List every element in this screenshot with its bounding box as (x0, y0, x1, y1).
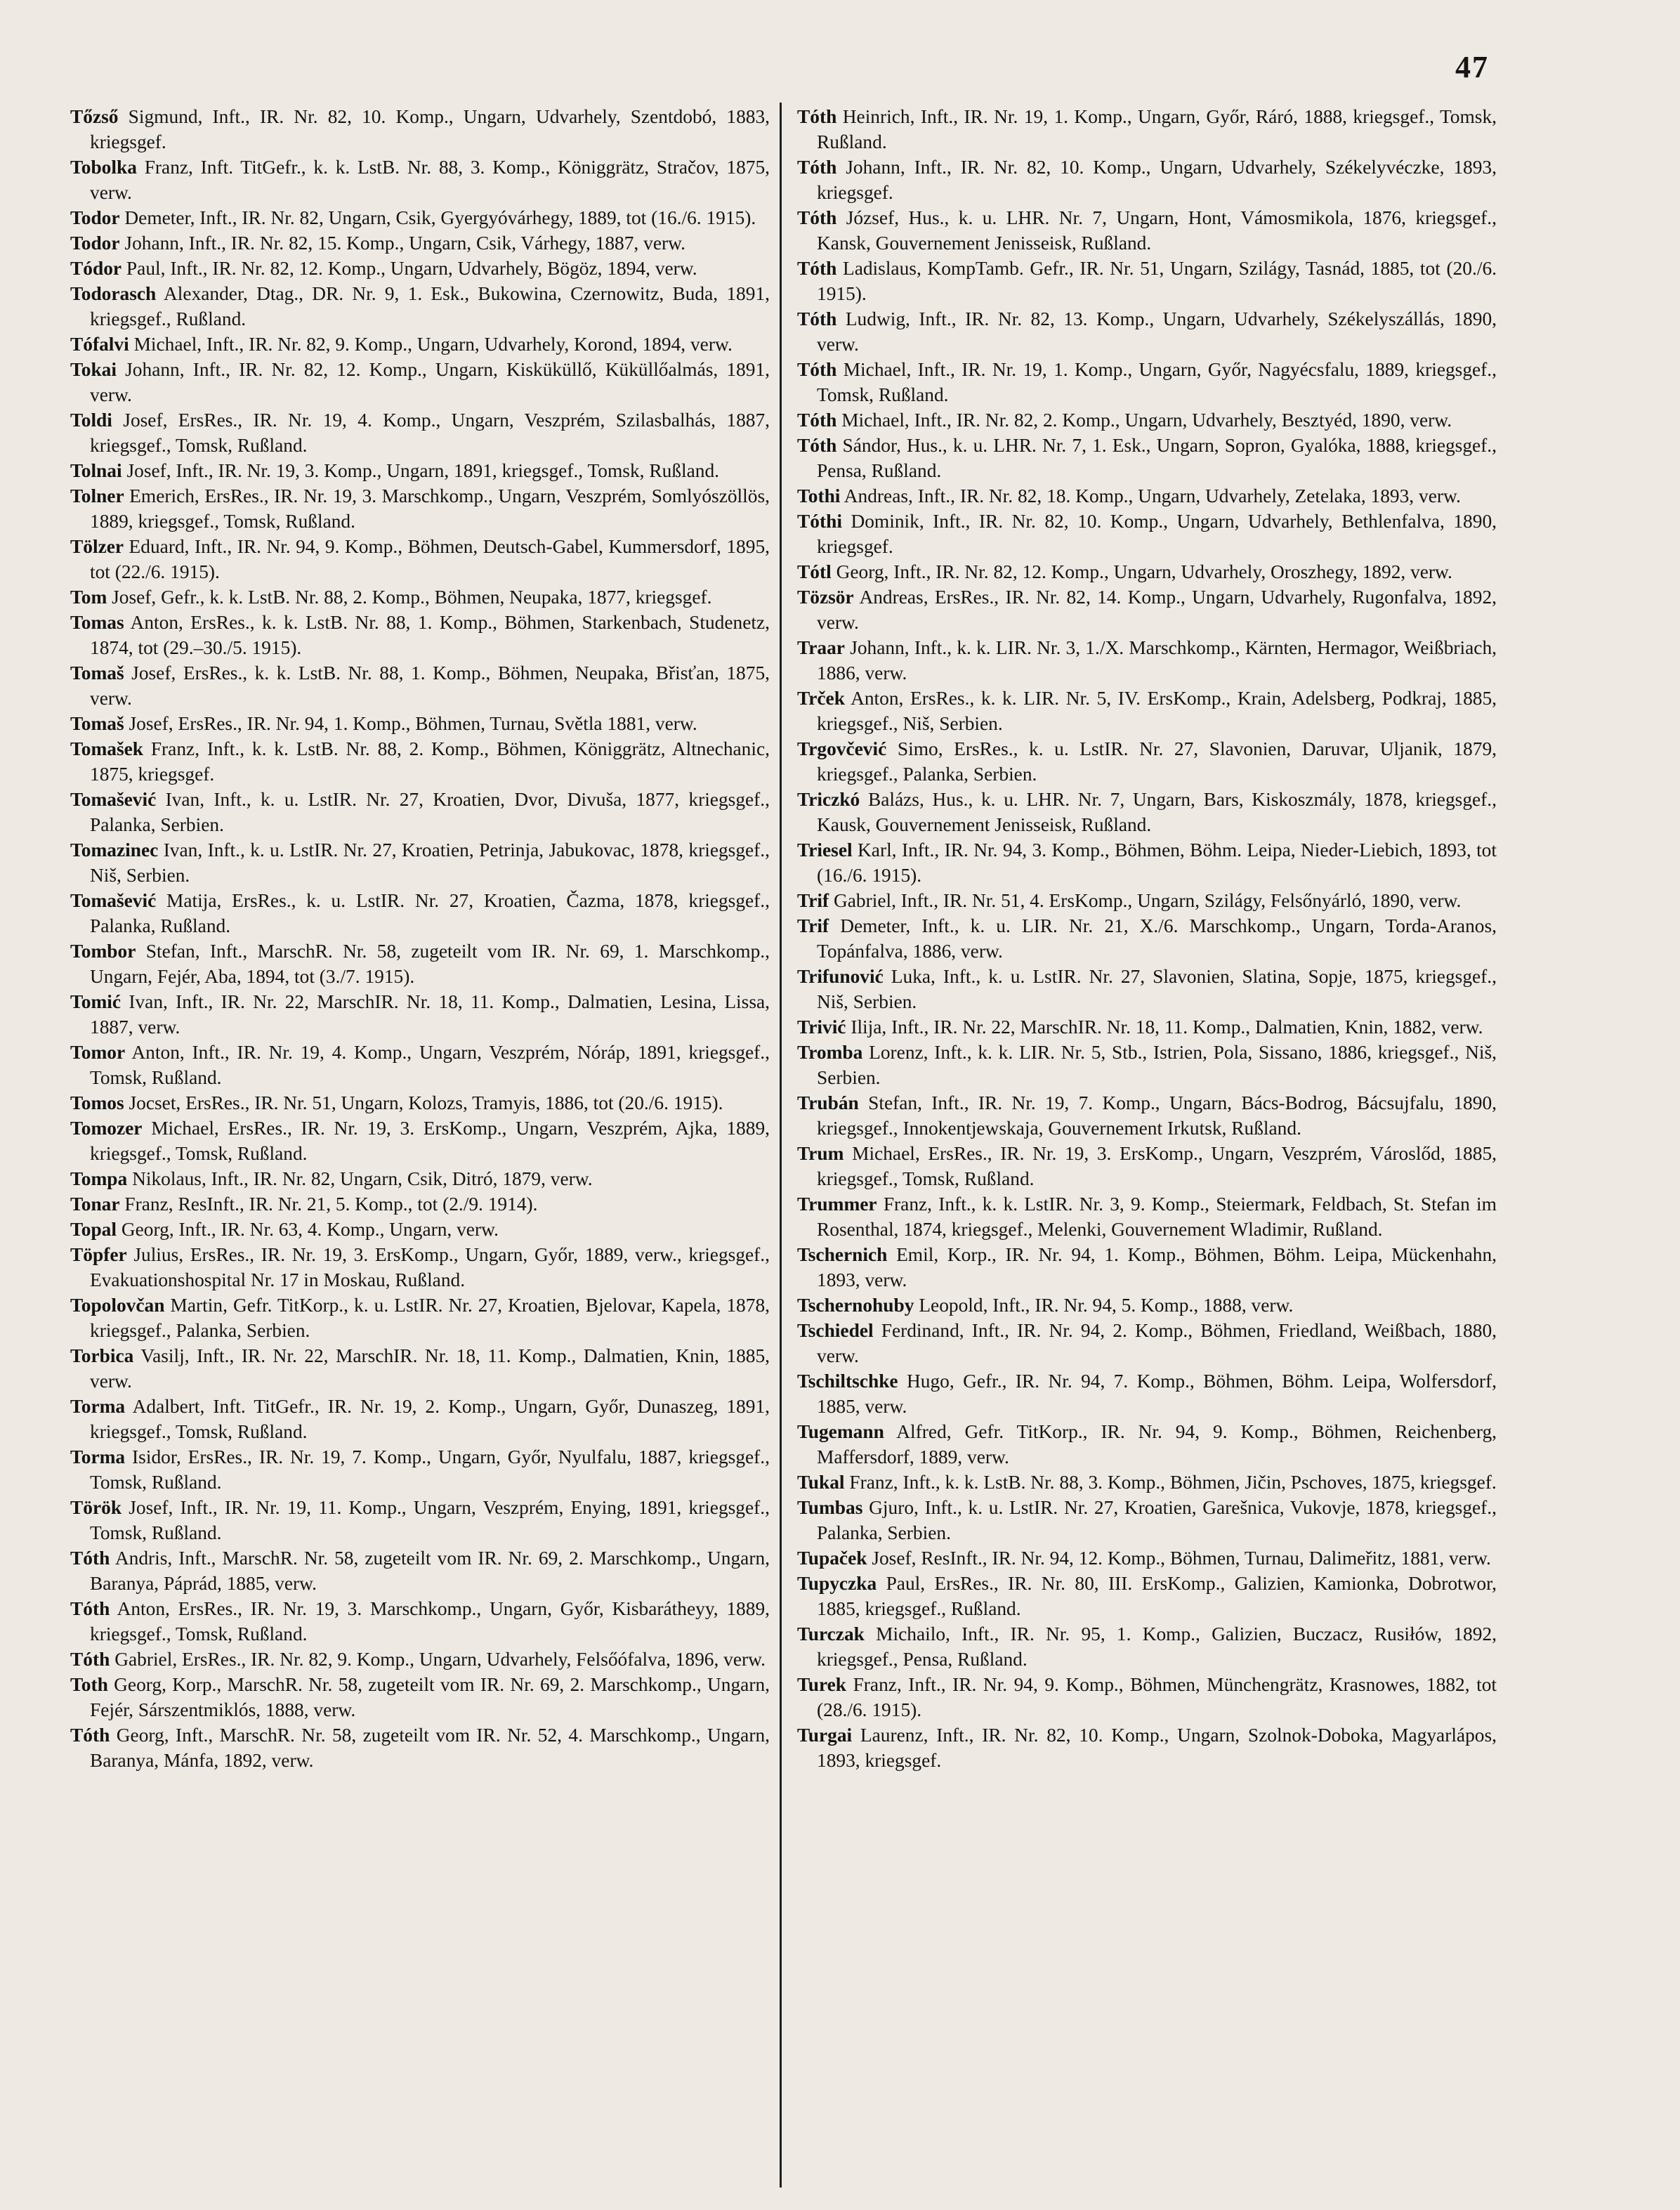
list-entry (797, 357, 1497, 407)
entry-surname: Tomašek (70, 738, 144, 759)
entry-details: Matija, ErsRes., k. u. LstIR. Nr. 27, Kroatien, Čazma, 1878, kriegsgef., Palanka, Rußland. (90, 890, 770, 936)
entry-surname: Todor (70, 233, 120, 254)
entry-details: József, Hus., k. u. LHR. Nr. 7, Ungarn, Hont, Vámosmikola, 1876, kriegsgef., Kansk, Gouvernement Jenisseisk, Rußland. (817, 207, 1497, 254)
list-entry (70, 610, 770, 660)
entry-details: Georg, Inft., MarschR. Nr. 58, zugeteilt vom IR. Nr. 52, 4. Marschkomp., Ungarn, Baranya, Mánfa, 1892, verw. (90, 1725, 770, 1771)
list-entry (797, 635, 1497, 686)
list-entry (70, 332, 770, 357)
entry-details: Georg, Korp., MarschR. Nr. 58, zugeteilt vom IR. Nr. 69, 2. Marschkomp., Ungarn, Fejér, Sárszentmiklós, 1888, verw. (90, 1674, 770, 1720)
entry-details: Ilija, Inft., IR. Nr. 22, MarschIR. Nr. 18, 11. Komp., Dalmatien, Knin, 1882, verw. (851, 1016, 1483, 1038)
entry-surname: Torma (70, 1446, 126, 1467)
entry-details: Emil, Korp., IR. Nr. 94, 1. Komp., Böhmen, Böhm. Leipa, Mückenhahn, 1893, verw. (817, 1244, 1497, 1290)
entry-details: Demeter, Inft., k. u. LIR. Nr. 21, X./6. Marschkomp., Ungarn, Torda-Aranos, Topánfalva, 1886, verw. (817, 915, 1497, 962)
list-entry (70, 407, 770, 458)
entry-details: Alexander, Dtag., DR. Nr. 9, 1. Esk., Bukowina, Czernowitz, Buda, 1891, kriegsgef., Rußland. (90, 283, 770, 329)
list-entry (70, 483, 770, 534)
list-entry (70, 1090, 770, 1116)
list-entry (70, 458, 770, 483)
right-column (797, 104, 1497, 1773)
entry-surname: Tótl (797, 561, 832, 582)
list-entry (70, 230, 770, 256)
entry-details: Ivan, Inft., IR. Nr. 22, MarschIR. Nr. 18, 11. Komp., Dalmatien, Lesina, Lissa, 1887, verw. (90, 991, 770, 1038)
list-entry (70, 1444, 770, 1495)
entry-details: Adalbert, Inft. TitGefr., IR. Nr. 19, 2. Komp., Ungarn, Győr, Dunaszeg, 1891, kriegsgef., Tomsk, Rußland. (90, 1396, 770, 1442)
entry-details: Demeter, Inft., IR. Nr. 82, Ungarn, Csik, Gyergyóvárhegy, 1889, tot (16./6. 1915). (124, 207, 756, 228)
entry-details: Franz, Inft., k. k. LstIR. Nr. 3, 9. Komp., Steiermark, Feldbach, St. Stefan im Rosenthal, 1874, kriegsgef., Melenki, Gouvernement Wladimir, Rußland. (817, 1194, 1497, 1240)
entry-details: Nikolaus, Inft., IR. Nr. 82, Ungarn, Csik, Ditró, 1879, verw. (132, 1168, 593, 1189)
list-entry (797, 306, 1497, 357)
entry-details: Michael, Inft., IR. Nr. 82, 2. Komp., Ungarn, Udvarhely, Besztyéd, 1890, verw. (841, 410, 1452, 431)
list-entry (70, 888, 770, 939)
list-entry (70, 584, 770, 610)
entry-surname: Tóth (797, 258, 837, 279)
entry-surname: Tschernohuby (797, 1295, 914, 1316)
entry-surname: Tódor (70, 258, 122, 279)
list-entry (797, 584, 1497, 635)
list-entry (797, 1040, 1497, 1090)
entry-details: Luka, Inft., k. u. LstIR. Nr. 27, Slavonien, Slatina, Sopje, 1875, kriegsgef., Niš, Serbien. (817, 966, 1497, 1012)
entry-surname: Tomić (70, 991, 122, 1012)
entry-surname: Turgai (797, 1725, 853, 1746)
list-entry (797, 1242, 1497, 1293)
entry-surname: Török (70, 1497, 122, 1518)
entry-surname: Tóth (70, 1725, 110, 1746)
entry-surname: Tombor (70, 941, 136, 962)
entry-surname: Tóth (70, 1598, 110, 1619)
list-entry (797, 1368, 1497, 1419)
entry-details: Michael, Inft., IR. Nr. 19, 1. Komp., Ungarn, Győr, Nagyécsfalu, 1889, kriegsgef., Tomsk, Rußland. (817, 359, 1497, 405)
entry-surname: Torbica (70, 1345, 134, 1366)
entry-details: Michailo, Inft., IR. Nr. 95, 1. Komp., Galizien, Buczacz, Rusiłów, 1892, kriegsgef., Pensa, Rußland. (817, 1623, 1497, 1670)
list-entry (797, 787, 1497, 837)
list-entry (797, 256, 1497, 306)
list-entry (797, 1090, 1497, 1141)
list-entry (797, 1672, 1497, 1722)
entry-surname: Trummer (797, 1194, 877, 1215)
entry-details: Anton, Inft., IR. Nr. 19, 4. Komp., Ungarn, Veszprém, Nóráp, 1891, kriegsgef., Tomsk, Rußland. (90, 1042, 770, 1088)
entry-details: Anton, ErsRes., IR. Nr. 19, 3. Marschkomp., Ungarn, Győr, Kisbarátheyy, 1889, kriegsgef., Tomsk, Rußland. (90, 1598, 770, 1645)
entry-surname: Tóth (797, 410, 837, 431)
entry-surname: Tomaš (70, 662, 124, 684)
list-entry (70, 281, 770, 332)
entry-details: Martin, Gefr. TitKorp., k. u. LstIR. Nr. 27, Kroatien, Bjelovar, Kapela, 1878, kriegsgef., Palanka, Serbien. (90, 1295, 770, 1341)
list-entry (797, 104, 1497, 155)
entry-details: Josef, ErsRes., IR. Nr. 94, 1. Komp., Böhmen, Turnau, Světla 1881, verw. (129, 713, 697, 734)
entry-details: Andris, Inft., MarschR. Nr. 58, zugeteilt vom IR. Nr. 69, 2. Marschkomp., Ungarn, Baranya, Páprád, 1885, verw. (90, 1548, 770, 1594)
entry-surname: Tompa (70, 1168, 128, 1189)
entry-surname: Tokai (70, 359, 117, 380)
entry-surname: Todor (70, 207, 120, 228)
entry-surname: Tőzső (70, 106, 119, 127)
entry-surname: Tukal (797, 1472, 845, 1493)
entry-details: Balázs, Hus., k. u. LHR. Nr. 7, Ungarn, Bars, Kiskoszmály, 1878, kriegsgef., Kausk, Gouvernement Jenisseisk, Rußland. (817, 789, 1497, 835)
list-entry (797, 1621, 1497, 1672)
entry-details: Lorenz, Inft., k. k. LIR. Nr. 5, Stb., Istrien, Pola, Sissano, 1886, kriegsgef., Niš, Serbien. (817, 1042, 1497, 1088)
entry-surname: Tonar (70, 1194, 120, 1215)
entry-surname: Tóth (797, 435, 837, 456)
list-entry (797, 1141, 1497, 1191)
entry-details: Andreas, ErsRes., IR. Nr. 82, 14. Komp., Ungarn, Udvarhely, Rugonfalva, 1892, verw. (817, 587, 1497, 633)
entry-details: Sigmund, Inft., IR. Nr. 82, 10. Komp., Ungarn, Udvarhely, Szentdobó, 1883, kriegsgef. (90, 106, 770, 152)
list-entry (797, 205, 1497, 256)
entry-surname: Tomazinec (70, 839, 159, 861)
list-entry (70, 1672, 770, 1722)
list-entry (797, 1571, 1497, 1621)
entry-details: Gabriel, ErsRes., IR. Nr. 82, 9. Komp., Ungarn, Udvarhely, Felsőófalva, 1896, verw. (114, 1649, 766, 1670)
list-entry (70, 256, 770, 281)
entry-surname: Tothi (797, 485, 841, 506)
entry-surname: Tupyczka (797, 1573, 877, 1594)
entry-details: Michael, Inft., IR. Nr. 82, 9. Komp., Ungarn, Udvarhely, Korond, 1894, verw. (133, 334, 733, 355)
entry-surname: Tolner (70, 485, 124, 506)
entry-details: Anton, ErsRes., k. k. LIR. Nr. 5, IV. ErsKomp., Krain, Adelsberg, Podkraj, 1885, kriegsgef., Niš, Serbien. (817, 688, 1497, 734)
entry-details: Vasilj, Inft., IR. Nr. 22, MarschIR. Nr. 18, 11. Komp., Dalmatien, Knin, 1885, verw. (90, 1345, 770, 1392)
entry-surname: Toth (70, 1674, 108, 1695)
list-entry (70, 155, 770, 205)
list-entry (70, 1293, 770, 1343)
list-entry (797, 837, 1497, 888)
entry-details: Josef, Inft., IR. Nr. 19, 3. Komp., Ungarn, 1891, kriegsgef., Tomsk, Rußland. (126, 460, 720, 481)
entry-surname: Triczkó (797, 789, 860, 810)
entry-surname: Tomas (70, 612, 124, 633)
list-entry (797, 1545, 1497, 1571)
list-entry (797, 1191, 1497, 1242)
list-entry (797, 155, 1497, 205)
entry-details: Gabriel, Inft., IR. Nr. 51, 4. ErsKomp., Ungarn, Szilágy, Felsőnyárló, 1890, verw. (833, 890, 1462, 911)
entry-details: Ludwig, Inft., IR. Nr. 82, 13. Komp., Ungarn, Udvarhely, Székelyszállás, 1890, verw. (817, 308, 1497, 355)
entry-surname: Tomaš (70, 713, 124, 734)
list-entry (70, 1242, 770, 1293)
list-entry (70, 1191, 770, 1217)
entry-surname: Tschiedel (797, 1320, 874, 1341)
list-entry (797, 559, 1497, 584)
list-entry (70, 1495, 770, 1545)
entry-surname: Topal (70, 1219, 117, 1240)
entry-details: Hugo, Gefr., IR. Nr. 94, 7. Komp., Böhmen, Böhm. Leipa, Wolfersdorf, 1885, verw. (817, 1371, 1497, 1417)
entry-surname: Trif (797, 915, 829, 936)
list-entry (70, 1116, 770, 1166)
entry-details: Franz, Inft., k. k. LstB. Nr. 88, 3. Komp., Böhmen, Jičin, Pschoves, 1875, kriegsgef. (849, 1472, 1497, 1493)
entry-details: Michael, ErsRes., IR. Nr. 19, 3. ErsKomp., Ungarn, Veszprém, Városlőd, 1885, kriegsgef., Tomsk, Rußland. (817, 1143, 1497, 1189)
column-divider (780, 103, 782, 2188)
entry-surname: Trifunović (797, 966, 884, 987)
page-number: 47 (1455, 50, 1489, 84)
list-entry (70, 1040, 770, 1090)
list-entry (797, 1293, 1497, 1318)
list-entry (797, 407, 1497, 433)
list-entry (70, 1394, 770, 1444)
entry-details: Franz, ResInft., IR. Nr. 21, 5. Komp., tot (2./9. 1914). (124, 1194, 538, 1215)
list-entry (70, 1166, 770, 1191)
entry-surname: Tomos (70, 1092, 124, 1113)
entry-details: Heinrich, Inft., IR. Nr. 19, 1. Komp., Ungarn, Győr, Ráró, 1888, kriegsgef., Tomsk, Rußland. (817, 106, 1497, 152)
list-entry (797, 1014, 1497, 1040)
list-entry (797, 1722, 1497, 1773)
entry-surname: Tölzer (70, 536, 124, 557)
list-entry (70, 1217, 770, 1242)
list-entry (70, 711, 770, 736)
list-entry (797, 964, 1497, 1014)
list-entry (70, 1722, 770, 1773)
entry-details: Anton, ErsRes., k. k. LstB. Nr. 88, 1. Komp., Böhmen, Starkenbach, Studenetz, 1874, tot (29.–30./5. 1915). (90, 612, 770, 658)
entry-surname: Tóth (797, 207, 837, 228)
list-entry (797, 686, 1497, 736)
entry-details: Georg, Inft., IR. Nr. 82, 12. Komp., Ungarn, Udvarhely, Oroszhegy, 1892, verw. (836, 561, 1452, 582)
entry-surname: Topolovčan (70, 1295, 165, 1316)
entry-surname: Tóth (797, 157, 837, 178)
entry-surname: Tóthi (797, 511, 842, 532)
entry-details: Paul, Inft., IR. Nr. 82, 12. Komp., Ungarn, Udvarhely, Bögöz, 1894, verw. (126, 258, 697, 279)
entry-surname: Tugemann (797, 1421, 884, 1442)
entry-details: Franz, Inft., IR. Nr. 94, 9. Komp., Böhmen, Münchengrätz, Krasnowes, 1882, tot (28./6. 1915). (817, 1674, 1497, 1720)
entry-details: Simo, ErsRes., k. u. LstIR. Nr. 27, Slavonien, Daruvar, Uljanik, 1879, kriegsgef., Palanka, Serbien. (817, 738, 1497, 785)
entry-details: Josef, ErsRes., IR. Nr. 19, 4. Komp., Ungarn, Veszprém, Szilasbalhás, 1887, kriegsgef., Tomsk, Rußland. (90, 410, 770, 456)
entry-details: Alfred, Gefr. TitKorp., IR. Nr. 94, 9. Komp., Böhmen, Reichenberg, Maffersdorf, 1889, verw. (817, 1421, 1497, 1467)
list-entry (797, 483, 1497, 509)
entry-surname: Tóth (70, 1649, 110, 1670)
entry-details: Ivan, Inft., k. u. LstIR. Nr. 27, Kroatien, Petrinja, Jabukovac, 1878, kriegsgef., Niš, Serbien. (90, 839, 770, 886)
list-entry (797, 433, 1497, 483)
entry-details: Georg, Inft., IR. Nr. 63, 4. Komp., Ungarn, verw. (121, 1219, 499, 1240)
entry-surname: Torma (70, 1396, 126, 1417)
entry-surname: Tomozer (70, 1118, 143, 1139)
list-entry (70, 736, 770, 787)
entry-details: Michael, ErsRes., IR. Nr. 19, 3. ErsKomp., Ungarn, Veszprém, Ajka, 1889, kriegsgef., Tomsk, Rußland. (90, 1118, 770, 1164)
list-entry (70, 1343, 770, 1394)
entry-surname: Trivić (797, 1016, 846, 1038)
entry-surname: Tófalvi (70, 334, 129, 355)
entry-details: Julius, ErsRes., IR. Nr. 19, 3. ErsKomp., Ungarn, Győr, 1889, verw., kriegsgef., Evakuationshospital Nr. 17 in Moskau, Rußland. (90, 1244, 770, 1290)
list-entry (797, 1419, 1497, 1470)
entry-surname: Tromba (797, 1042, 863, 1063)
entry-surname: Tóth (797, 359, 837, 380)
entry-surname: Toldi (70, 410, 112, 431)
entry-details: Franz, Inft. TitGefr., k. k. LstB. Nr. 88, 3. Komp., Königgrätz, Stračov, 1875, verw. (90, 157, 770, 203)
list-entry (70, 787, 770, 837)
list-entry (70, 1647, 770, 1672)
list-entry (70, 989, 770, 1040)
entry-details: Josef, Gefr., k. k. LstB. Nr. 88, 2. Komp., Böhmen, Neupaka, 1877, kriegsgef. (112, 587, 712, 608)
list-entry (797, 913, 1497, 964)
entry-surname: Turek (797, 1674, 847, 1695)
entry-details: Leopold, Inft., IR. Nr. 94, 5. Komp., 1888, verw. (919, 1295, 1294, 1316)
entry-surname: Tschiltschke (797, 1371, 898, 1392)
list-entry (797, 736, 1497, 787)
entry-surname: Trgovčević (797, 738, 887, 759)
entry-surname: Tobolka (70, 157, 137, 178)
entry-surname: Todorasch (70, 283, 157, 304)
entry-surname: Tomašević (70, 890, 157, 911)
entry-surname: Traar (797, 637, 845, 658)
entry-details: Josef, ResInft., IR. Nr. 94, 12. Komp., Böhmen, Turnau, Dalimeřitz, 1881, verw. (872, 1548, 1491, 1569)
left-column (70, 104, 770, 1773)
entry-details: Gjuro, Inft., k. u. LstIR. Nr. 27, Kroatien, Garešnica, Vukovje, 1878, kriegsgef., Palanka, Serbien. (817, 1497, 1497, 1543)
entry-details: Ladislaus, KompTamb. Gefr., IR. Nr. 51, Ungarn, Szilágy, Tasnád, 1885, tot (20./6. 1915). (817, 258, 1497, 304)
entry-details: Paul, ErsRes., IR. Nr. 80, III. ErsKomp., Galizien, Kamionka, Dobrotwor, 1885, kriegsgef., Rußland. (817, 1573, 1497, 1619)
list-entry (797, 509, 1497, 559)
entry-details: Eduard, Inft., IR. Nr. 94, 9. Komp., Böhmen, Deutsch-Gabel, Kummersdorf, 1895, tot (22./6. 1915). (90, 536, 770, 582)
entry-details: Johann, Inft., IR. Nr. 82, 12. Komp., Ungarn, Kisküküllő, Küküllőalmás, 1891, verw. (90, 359, 770, 405)
entry-details: Ferdinand, Inft., IR. Nr. 94, 2. Komp., Böhmen, Friedland, Weißbach, 1880, verw. (817, 1320, 1497, 1366)
entry-surname: Turczak (797, 1623, 865, 1645)
entry-details: Laurenz, Inft., IR. Nr. 82, 10. Komp., Ungarn, Szolnok-Doboka, Magyarlápos, 1893, kriegsgef. (817, 1725, 1497, 1771)
list-entry (70, 1545, 770, 1596)
entry-details: Dominik, Inft., IR. Nr. 82, 10. Komp., Ungarn, Udvarhely, Bethlenfalva, 1890, kriegsgef. (817, 511, 1497, 557)
list-entry (797, 1495, 1497, 1545)
list-entry (70, 1596, 770, 1647)
entry-details: Ivan, Inft., k. u. LstIR. Nr. 27, Kroatien, Dvor, Divuša, 1877, kriegsgef., Palanka, Serbien. (90, 789, 770, 835)
entry-details: Stefan, Inft., IR. Nr. 19, 7. Komp., Ungarn, Bács-Bodrog, Bácsujfalu, 1890, kriegsgef., Innokentjewskaja, Gouvernement Irkutsk, Rußland. (817, 1092, 1497, 1139)
entry-surname: Tom (70, 587, 107, 608)
entry-surname: Tözsör (797, 587, 854, 608)
list-entry (70, 104, 770, 155)
list-entry (70, 205, 770, 230)
entry-details: Johann, Inft., IR. Nr. 82, 15. Komp., Ungarn, Csik, Várhegy, 1887, verw. (124, 233, 685, 254)
entry-surname: Tomor (70, 1042, 126, 1063)
entry-details: Emerich, ErsRes., IR. Nr. 19, 3. Marschkomp., Ungarn, Veszprém, Somlyószöllös, 1889, kriegsgef., Tomsk, Rußland. (90, 485, 770, 532)
entry-surname: Trum (797, 1143, 844, 1164)
entry-surname: Tomašević (70, 789, 157, 810)
entry-details: Sándor, Hus., k. u. LHR. Nr. 7, 1. Esk., Ungarn, Sopron, Gyalóka, 1888, kriegsgef., Pensa, Rußland. (817, 435, 1497, 481)
entry-surname: Tupaček (797, 1548, 867, 1569)
list-entry (70, 939, 770, 989)
entry-surname: Tóth (797, 308, 837, 329)
entry-details: Stefan, Inft., MarschR. Nr. 58, zugeteilt vom IR. Nr. 69, 1. Marschkomp., Ungarn, Fejér, Aba, 1894, tot (3./7. 1915). (90, 941, 770, 987)
entry-details: Isidor, ErsRes., IR. Nr. 19, 7. Komp., Ungarn, Győr, Nyulfalu, 1887, kriegsgef., Tomsk, Rußland. (90, 1446, 770, 1493)
list-entry (797, 888, 1497, 913)
entry-details: Josef, Inft., IR. Nr. 19, 11. Komp., Ungarn, Veszprém, Enying, 1891, kriegsgef., Tomsk, Rußland. (90, 1497, 770, 1543)
list-entry (70, 837, 770, 888)
entry-surname: Töpfer (70, 1244, 127, 1265)
entry-details: Karl, Inft., IR. Nr. 94, 3. Komp., Böhmen, Böhm. Leipa, Nieder-Liebich, 1893, tot (16./6. 1915). (817, 839, 1497, 886)
entry-surname: Tóth (797, 106, 837, 127)
entry-details: Andreas, Inft., IR. Nr. 82, 18. Komp., Ungarn, Udvarhely, Zetelaka, 1893, verw. (844, 485, 1461, 506)
entry-details: Franz, Inft., k. k. LstB. Nr. 88, 2. Komp., Böhmen, Königgrätz, Altnechanic, 1875, kriegsgef. (90, 738, 770, 785)
entry-surname: Trček (797, 688, 845, 709)
entry-surname: Tolnai (70, 460, 122, 481)
list-entry (70, 357, 770, 407)
list-entry (797, 1470, 1497, 1495)
entry-details: Johann, Inft., k. k. LIR. Nr. 3, 1./X. Marschkomp., Kärnten, Hermagor, Weißbriach, 1886, verw. (817, 637, 1497, 684)
list-entry (797, 1318, 1497, 1368)
entry-surname: Triesel (797, 839, 853, 861)
entry-surname: Tschernich (797, 1244, 888, 1265)
entry-details: Josef, ErsRes., k. k. LstB. Nr. 88, 1. Komp., Böhmen, Neupaka, Břisťan, 1875, verw. (90, 662, 770, 709)
list-entry (70, 660, 770, 711)
entry-details: Jocset, ErsRes., IR. Nr. 51, Ungarn, Kolozs, Tramyis, 1886, tot (20./6. 1915). (129, 1092, 723, 1113)
entry-surname: Trif (797, 890, 829, 911)
list-entry (70, 534, 770, 584)
entry-surname: Tumbas (797, 1497, 863, 1518)
entry-details: Johann, Inft., IR. Nr. 82, 10. Komp., Ungarn, Udvarhely, Székelyvéczke, 1893, kriegsgef. (817, 157, 1497, 203)
entry-surname: Trubán (797, 1092, 859, 1113)
entry-surname: Tóth (70, 1548, 110, 1569)
